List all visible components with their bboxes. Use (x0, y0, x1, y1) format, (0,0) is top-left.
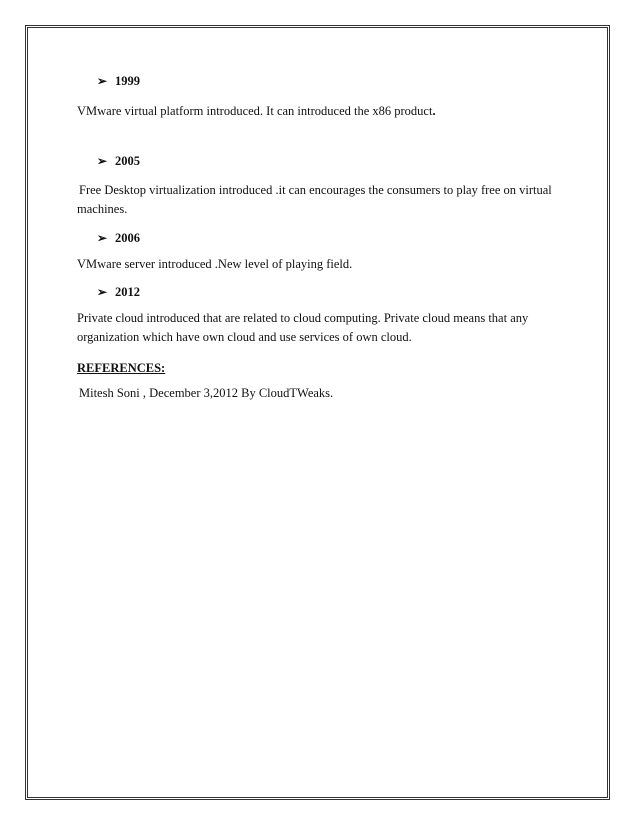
arrow-bullet-icon: ➢ (97, 74, 108, 88)
bullet-2005 (97, 152, 557, 171)
arrow-bullet-icon: ➢ (97, 154, 108, 168)
year-heading: 2006 (115, 231, 140, 245)
arrow-bullet-icon: ➢ (97, 285, 108, 299)
entry-paragraph: VMware virtual platform introduced. It can introduced the x86 product. (77, 104, 436, 118)
bullet-2012 (97, 283, 557, 302)
document-body (77, 72, 557, 403)
bullet-1999 (97, 72, 557, 91)
bullet-2006 (97, 229, 557, 248)
arrow-bullet-icon: ➢ (97, 231, 108, 245)
entry-paragraph: Private cloud introduced that are related to cloud computing. Private cloud means that any organization which have own cloud and use services of own cloud. (77, 311, 529, 344)
year-heading: 1999 (115, 74, 140, 88)
entry-paragraph: Free Desktop virtualization introduced .it can encourages the consumers to play free on virtual machines. (77, 183, 552, 216)
year-heading: 2005 (115, 154, 140, 168)
entry-paragraph: VMware server introduced .New level of playing field. (77, 257, 353, 271)
references-text: Mitesh Soni , December 3,2012 By CloudTWeaks. (79, 386, 334, 400)
year-heading: 2012 (115, 285, 140, 299)
references-heading: REFERENCES: (77, 361, 166, 375)
